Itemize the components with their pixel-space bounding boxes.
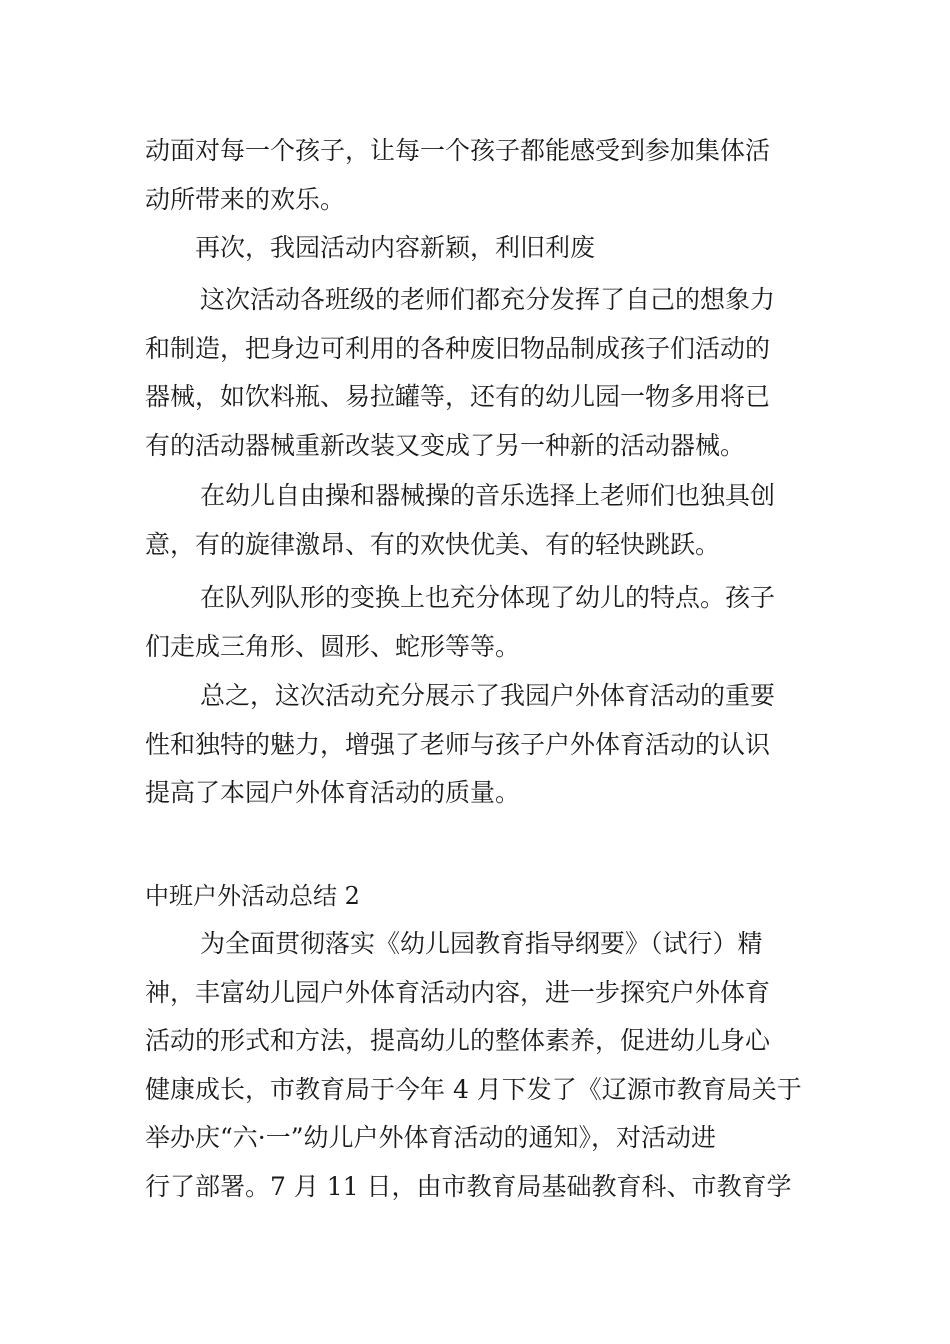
text-line: 行了部署。7 月 11 日，由市教育局基础教育科、市教育学 bbox=[145, 1171, 792, 1201]
text-line: 和制造，把身边可利用的各种废旧物品制成孩子们活动的 bbox=[145, 333, 771, 363]
text-line: 神，丰富幼儿园户外体育活动内容，进一步探究户外体育 bbox=[145, 977, 771, 1007]
paragraph-conclusion bbox=[145, 672, 810, 818]
text-line: 总之，这次活动充分展示了我园户外体育活动的重要 bbox=[200, 681, 776, 710]
text-line: 意，有的旋律激昂、有的欢快优美、有的轻快跳跃。 bbox=[145, 529, 721, 559]
paragraph-continuation bbox=[145, 127, 810, 224]
paragraph-music-selection bbox=[145, 472, 810, 569]
text-line: 在幼儿自由操和器械操的音乐选择上老师们也独具创 bbox=[200, 481, 776, 510]
text-line: 健康成长，市教育局于今年 4 月下发了《辽源市教育局关于 bbox=[145, 1074, 802, 1104]
section-title bbox=[145, 872, 810, 921]
text-line: 们走成三角形、圆形、蛇形等等。 bbox=[145, 631, 521, 661]
text-line: 在队列队形的变换上也充分体现了幼儿的特点。孩子 bbox=[200, 583, 776, 612]
section-title-text: 中班户外活动总结 2 bbox=[145, 882, 360, 910]
text-line: 动面对每一个孩子，让每一个孩子都能感受到参加集体活 bbox=[145, 136, 771, 165]
text-line: 这次活动各班级的老师们都充分发挥了自己的想象力 bbox=[200, 285, 776, 314]
text-line: 举办庆“六·一”幼儿户外体育活动的通知》，对活动进 bbox=[145, 1123, 717, 1152]
text-line: 活动的形式和方法，提高幼儿的整体素养，促进幼儿身心 bbox=[145, 1026, 771, 1055]
subheading-text: 再次，我园活动内容新颖，利旧利废 bbox=[195, 233, 596, 262]
text-line: 动所带来的欢乐。 bbox=[145, 184, 346, 214]
paragraph-formation-changes bbox=[145, 574, 810, 671]
text-line: 有的活动器械重新改装又变成了另一种新的活动器械。 bbox=[145, 430, 746, 460]
text-line: 性和独特的魅力，增强了老师与孩子户外体育活动的认识 bbox=[145, 729, 771, 759]
text-line: 提高了本园户外体育活动的质量。 bbox=[145, 778, 521, 807]
subheading-novel-content bbox=[145, 224, 810, 273]
paragraph-recycled-materials bbox=[145, 276, 810, 470]
text-line: 为全面贯彻落实《幼儿园教育指导纲要》（试行）精 bbox=[200, 929, 763, 958]
paragraph-guidelines-implementation bbox=[145, 920, 810, 1211]
text-line: 器械，如饮料瓶、易拉罐等，还有的幼儿园一物多用将已 bbox=[145, 382, 771, 411]
